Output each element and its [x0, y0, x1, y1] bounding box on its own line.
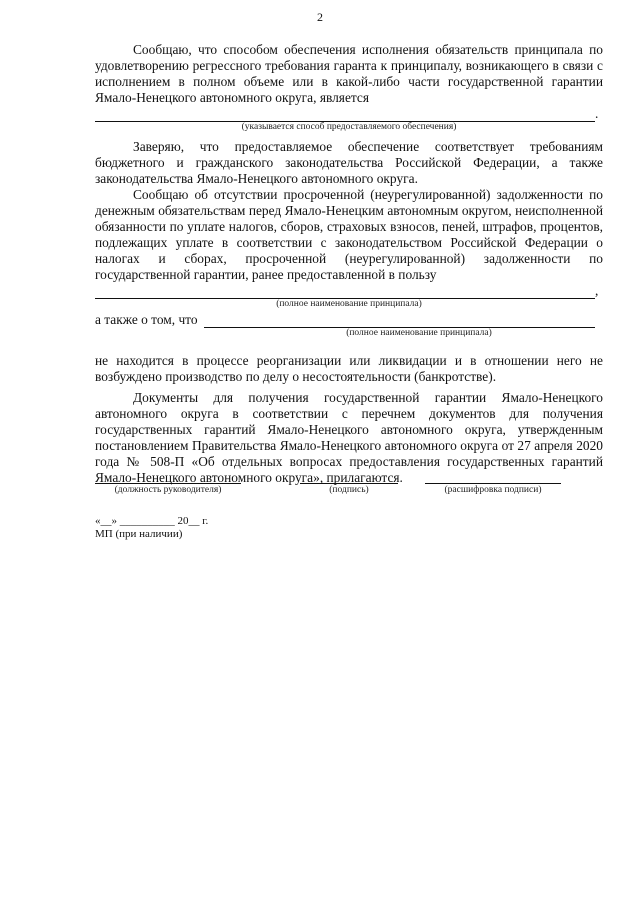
caption-security-method: (указывается способ предоставляемого обеспечения) [241, 122, 457, 132]
page-number: 2 [317, 10, 323, 24]
paragraph-no-reorganization: не находится в процессе реорганизации или ликвидации и в отношении него не возбуждено производство по делу о несостоятельности (банкротстве). [95, 353, 603, 384]
position-line [95, 483, 241, 484]
principal-name-field-1 [95, 285, 603, 299]
decoding-line [425, 483, 561, 484]
line-end-period: . [595, 106, 599, 121]
paragraph-assurance: Заверяю, что предоставляемое обеспечение соответствует требованиям бюджетного и гражданского законодательства Российской Федерации, а также законодательства Ямало-Ненецкого автономного округа. [95, 139, 603, 186]
paragraph-security-method: Сообщаю, что способом обеспечения исполнения обязательств принципала по удовлетворению регрессного требования гаранта к принципалу, возникающего в связи с исполнением в полном объеме или в какой-либо части государственной гарантии Ямало-Ненецкого автономного округа, является [95, 42, 603, 105]
security-method-field [95, 108, 603, 122]
principal-name-line-2 [204, 315, 595, 328]
principal-name-line-1 [95, 288, 595, 299]
decoding-field [425, 483, 561, 496]
caption-decoding: (расшифровка подписи) [444, 485, 542, 495]
position-field [95, 483, 241, 496]
also-that-label: а также о том, что [95, 312, 198, 327]
signature-line [300, 483, 398, 484]
caption-principal-1: (полное наименование принципала) [276, 299, 422, 309]
caption-principal-2: (полное наименование принципала) [346, 328, 492, 338]
paragraph-documents: Документы для получения государственной гарантии Ямало-Ненецкого автономного округа в соответствии с перечнем документов для получения государственных гарантий Ямало-Ненецкого автономного округа, утвержденным постановлением Правительства Ямало-Ненецкого автономного округа от 27 апреля 2020 года № 508-П «Об отдельных вопросах предоставления государственных гарантий Ямало-Ненецкого автономного округа», прилагаются. [95, 390, 603, 485]
stamp-label: МП (при наличии) [95, 528, 183, 540]
caption-position: (должность руководителя) [114, 485, 222, 495]
security-method-line [95, 111, 595, 122]
caption-signature: (подпись) [329, 485, 369, 495]
date-line: «__» __________ 20__ г. [95, 515, 209, 527]
document-body [95, 42, 603, 486]
line-end-comma: , [595, 283, 599, 298]
paragraph-no-debt: Сообщаю об отсутствии просроченной (неурегулированной) задолженности по денежным обязательствам перед Ямало-Ненецким автономным округом, неисполненной обязанности по уплате налогов, сборов, страховых взносов, пеней, штрафов, процентов, подлежащих уплате в соответствии с законодательством Российской Федерации о налогах и сборах, просроченной (неурегулированной) задолженности по государственной гарантии, ранее предоставленной в пользу [95, 187, 603, 282]
signature-field [300, 483, 398, 496]
principal-name-field-2 [95, 312, 603, 328]
